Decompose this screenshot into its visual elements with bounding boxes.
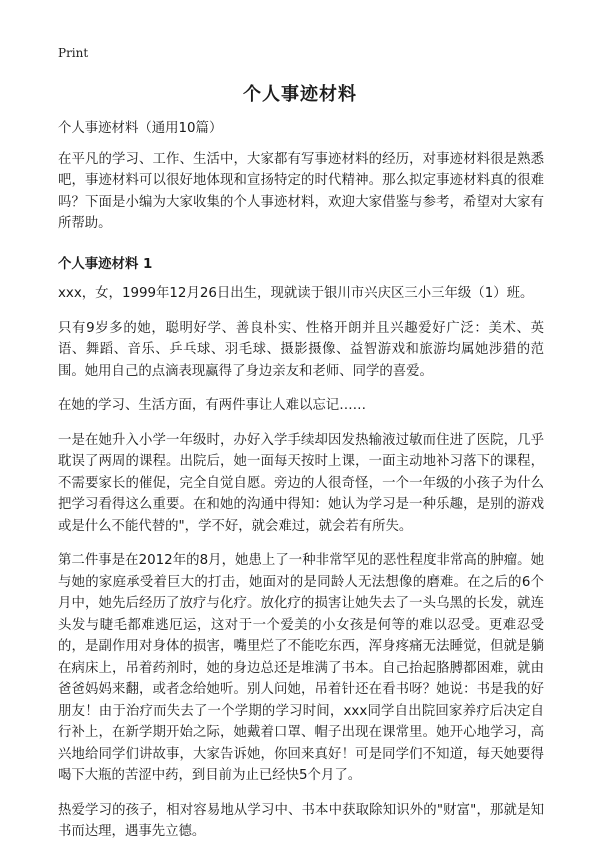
article-body [58,118,544,856]
paragraph-first-event: 一是在她升入小学一年级时，办好入学手续却因发热输液过敏而住进了医院，几乎耽误了两周的课程。出院后，她一面每天按时上课，一面主动地补习落下的课程，不需要家长的催促，完全自觉自愿。旁边的人很奇怪，一个一年级的小孩子为什么把学习看得这么重要。在和她的沟通中得知：她认为学习是一种乐趣，是别的游戏或是什么不能代替的"，学不好，就会难过，就会若有所失。 [58,432,544,534]
paragraph-conclusion: 热爱学习的孩子，相对容易地从学习中、书本中获取除知识外的"财富"，那就是知书而达理，遇事先立德。 [58,802,544,839]
article-subtitle: 个人事迹材料（通用10篇） [58,121,223,136]
paragraph-two-events: 在她的学习、生活方面，有两件事让人难以忘记…… [58,398,366,413]
paragraph-birth-info: xxx，女，1999年12月26日出生，现就读于银川市兴庆区三小三年级（1）班。 [58,286,534,301]
paragraph-hobbies: 只有9岁多的她，聪明好学、善良朴实、性格开朗并且兴趣爱好广泛：美术、英语、舞蹈、音乐、乒乓球、羽毛球、摄影摄像、益智游戏和旅游均属她涉猎的范围。她用自己的点滴表现赢得了身边亲友和老师、同学的喜爱。 [58,320,544,379]
intro-paragraph: 在平凡的学习、工作、生活中，大家都有写事迹材料的经历，对事迹材料很是熟悉吧，事迹材料可以很好地体现和宣扬特定的时代精神。那么拟定事迹材料真的很难吗？下面是小编为大家收集的个人事迹材料，欢迎大家借鉴与参考，希望对大家有所帮助。 [58,151,544,231]
print-link[interactable]: Print [58,46,89,60]
paragraph-second-event: 第二件事是在2012年的8月，她患上了一种非常罕见的恶性程度非常高的肿瘤。她与她的家庭承受着巨大的打击，她面对的是同龄人无法想像的磨难。在之后的6个月中，她先后经历了放疗与化疗。放化疗的损害让她失去了一头乌黑的长发，就连头发与睫毛都难逃厄运，这对于一个爱美的小女孩是何等的难以忍受。更难忍受的，是副作用对身体的损害，嘴里烂了不能吃东西，浑身疼痛无法睡觉，但就是躺在病床上，吊着药剂时，她的身边总还是堆满了书本。自己抬起胳膊都困难，就由爸爸妈妈来翻，或者念给她听。别人问她，吊着针还在看书呀？她说：书是我的好朋友！由于治疗而失去了一个学期的学习时间，xxx同学自出院回家养疗后决定自行补上，在新学期开始之际，她戴着口罩、帽子出现在课常里。她开心地学习，高兴地给同学们讲故事，大家告诉她，你回来真好！可是同学们不知道，每天她要得喝下大瓶的苦涩中药，到目前为止已经快5个月了。 [58,553,544,783]
section-heading: 个人事迹材料 1 [58,256,153,272]
page-title: 个人事迹材料 [243,84,357,105]
